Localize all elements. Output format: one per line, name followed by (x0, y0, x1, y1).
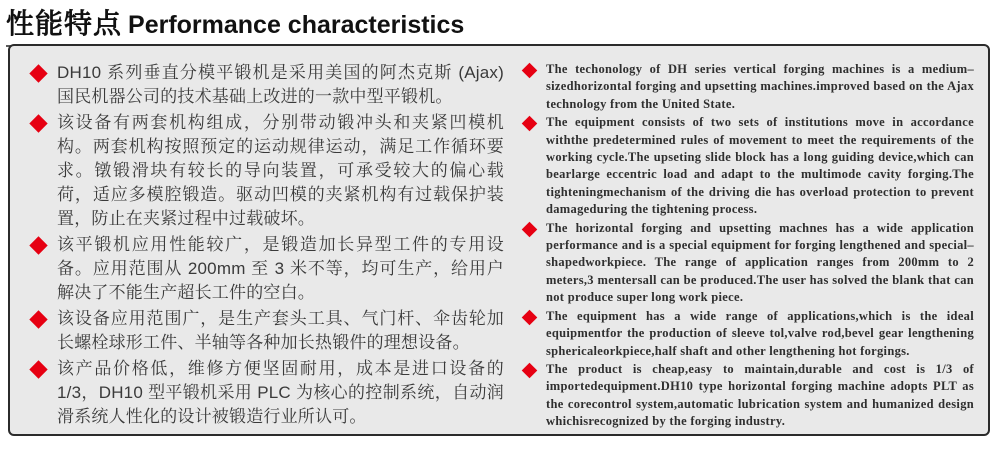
feature-text-zh: 该设备有两套机构组成，分别带动锻冲头和夹紧凹模机构。两套机构按照预定的运动规律运动，满足工作循环要求。镦锻滑块有较长的导向装置，可承受较大的偏心载荷，适应多模腔锻造。驱动凹模的夹紧机构有过载保护装置，防止在夹紧过程中过载破坏。 (57, 113, 504, 228)
performance-panel (8, 44, 990, 436)
diamond-bullet-icon (29, 114, 47, 132)
feature-text-zh: 该设备应用范围广，是生产套头工具、气门杆、伞齿轮加长螺栓球形工件、半轴等各种加长热锻件的理想设备。 (57, 309, 504, 352)
feature-item-zh (30, 233, 504, 305)
feature-text-zh: DH10 系列垂直分模平锻机是采用美国的阿杰克斯 (Ajax) 国民机器公司的技术基础上改进的一款中型平锻机。 (57, 63, 504, 106)
feature-item-zh (30, 357, 504, 429)
feature-text-en: The equipment has a wide range of applications,which is the ideal equipmentfor the production of sleeve tol,valve rod,bevel gear lengthening sphericaleorkpiece,half shaft and other lengthening hot forgings. (546, 308, 974, 358)
diamond-bullet-icon (29, 310, 47, 328)
diamond-bullet-icon (29, 236, 47, 254)
page-title (6, 2, 474, 47)
diamond-bullet-icon (29, 360, 47, 378)
feature-item-en (522, 220, 974, 307)
diamond-bullet-icon (522, 221, 538, 237)
feature-item-en (522, 114, 974, 218)
diamond-bullet-icon (29, 64, 47, 82)
feature-item-en (522, 361, 974, 431)
diamond-bullet-icon (522, 363, 538, 379)
feature-item-en (522, 61, 974, 113)
feature-text-en: The techonology of DH series vertical forging machines is a medium–sizedhorizontal forging and upsetting machines.improved based on the Ajax technology from the United State. (546, 62, 974, 111)
feature-item-zh (30, 111, 504, 231)
feature-item-en (522, 308, 974, 360)
feature-item-zh (30, 307, 504, 355)
diamond-bullet-icon (522, 63, 538, 79)
feature-text-zh: 该平锻机应用性能较广，是锻造加长异型工件的专用设备。应用范围从 200mm 至 3 米不等，均可生产，给用户解决了不能生产超长工件的空白。 (57, 235, 504, 302)
feature-text-en: The equipment consists of two sets of institutions move in accordance withthe predetermined rules of movement to meet the requirements of the working cycle.The upseting slide block has a long guiding device,which can bearlarge eccentric load and adapt to the multimode cavity forging.The tighteningmechanism of the driving die has overload protection to prevent damageduring the tightening process. (546, 115, 974, 217)
page-title-english: Performance characteristics (128, 11, 465, 39)
feature-text-zh: 该产品价格低，维修方便坚固耐用，成本是进口设备的 1/3，DH10 型平锻机采用 PLC 为核心的控制系统，自动润滑系统人性化的设计被锻造行业所认可。 (57, 359, 504, 426)
feature-text-en: The horizontal forging and upsetting machnes has a wide application performance and is a special equipment for forging lengthened and special–shapedworkpiece. The range of application ranges from 200mm to 2 meters,3 mentersall can be produced.The user has solved the blank that can not produce super long work piece. (546, 220, 974, 305)
feature-text-en: The product is cheap,easy to maintain,durable and cost is 1/3 of importedequipment.DH10 type horizontal forging machine adopts PLT as the corecontrol system,automatic lubrication system and humanized design whichisrecognized by the forging industry. (546, 361, 974, 429)
chinese-feature-column (30, 61, 504, 426)
page-title-chinese: 性能特点 (6, 8, 123, 39)
feature-item-zh (30, 61, 504, 109)
english-feature-column (522, 61, 974, 429)
diamond-bullet-icon (522, 309, 538, 325)
diamond-bullet-icon (522, 116, 538, 132)
